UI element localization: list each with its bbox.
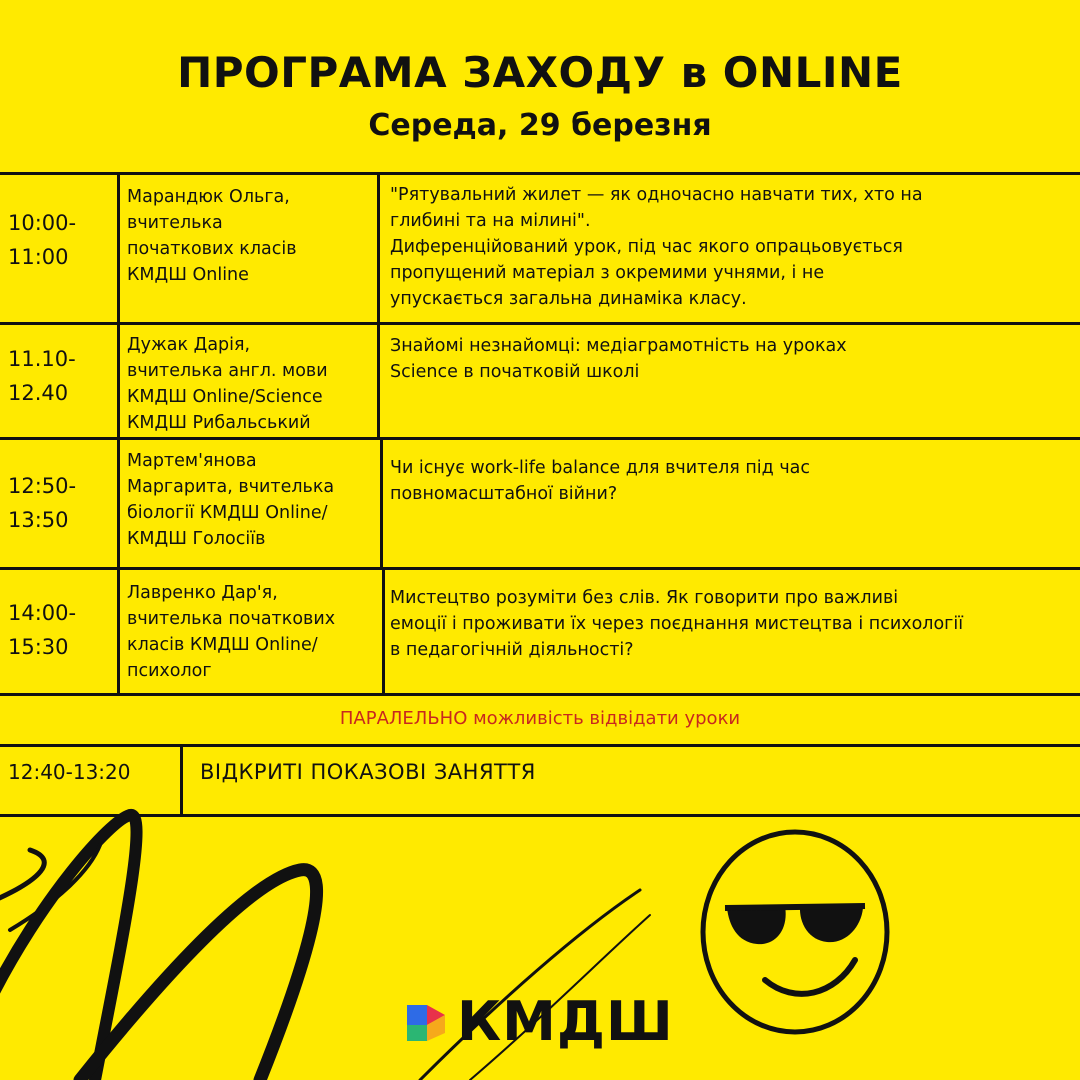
table-line [117,172,120,696]
table-line [0,437,1080,440]
table-line [180,744,183,817]
smiley-sunglasses-icon [695,820,895,1040]
schedule-time: 11.10- 12.40 [8,347,76,405]
open-lessons-title: ВІДКРИТІ ПОКАЗОВІ ЗАНЯТТЯ [200,760,536,784]
table-line [380,437,383,567]
kmdsh-logo [403,990,674,1053]
schedule-topic: Чи існує work-life balance для вчителя під час повномасштабної війни? [390,458,811,504]
open-lessons-time: 12:40-13:20 [8,760,131,784]
table-line [377,172,380,437]
schedule-speaker: Мартем'янова Маргарита, вчителька біології КМДШ Online/ КМДШ Голосіїв [127,451,335,549]
kmdsh-logo-icon [403,999,449,1045]
table-line [0,322,1080,325]
schedule-speaker: Лавренко Дар'я, вчителька початкових класів КМДШ Online/ психолог [127,583,336,681]
table-line [0,744,1080,747]
table-line [0,693,1080,696]
schedule-topic: Мистецтво розуміти без слів. Як говорити про важливі емоції і проживати їх через поєднання мистецтва і психології в педагогічній діяльності? [390,588,964,660]
event-date: Середа, 29 березня [368,108,712,143]
schedule-time: 12:50- 13:50 [8,474,77,532]
table-line [0,172,1080,175]
parallel-emphasis: ПАРАЛЕЛЬНО [339,708,468,729]
logo-text: КМДШ [457,990,674,1053]
schedule-time: 10:00- 11:00 [8,211,77,269]
table-line [382,567,385,696]
table-line [0,814,1080,817]
schedule-speaker: Марандюк Ольга, вчителька початкових класів КМДШ Online [127,187,297,285]
page-title: ПРОГРАМА ЗАХОДУ в ONLINE [177,48,903,97]
schedule-time: 14:00- 15:30 [8,601,77,659]
schedule-speaker: Дужак Дарія, вчителька англ. мови КМДШ Online/Science КМДШ Рибальський [127,335,328,433]
parallel-text: можливість відвідати уроки [467,708,741,729]
schedule-topic: "Рятувальний жилет — як одночасно навчати тих, хто на глибині та на мілині". Диференційований урок, під час якого опрацьовується пропущений матеріал з окремими учнями, і не упускається загальна динаміка класу. [390,185,923,309]
parallel-note [0,708,1080,729]
schedule-topic: Знайомі незнайомці: медіаграмотність на уроках Science в початковій школі [390,336,847,382]
table-line [0,567,1080,570]
